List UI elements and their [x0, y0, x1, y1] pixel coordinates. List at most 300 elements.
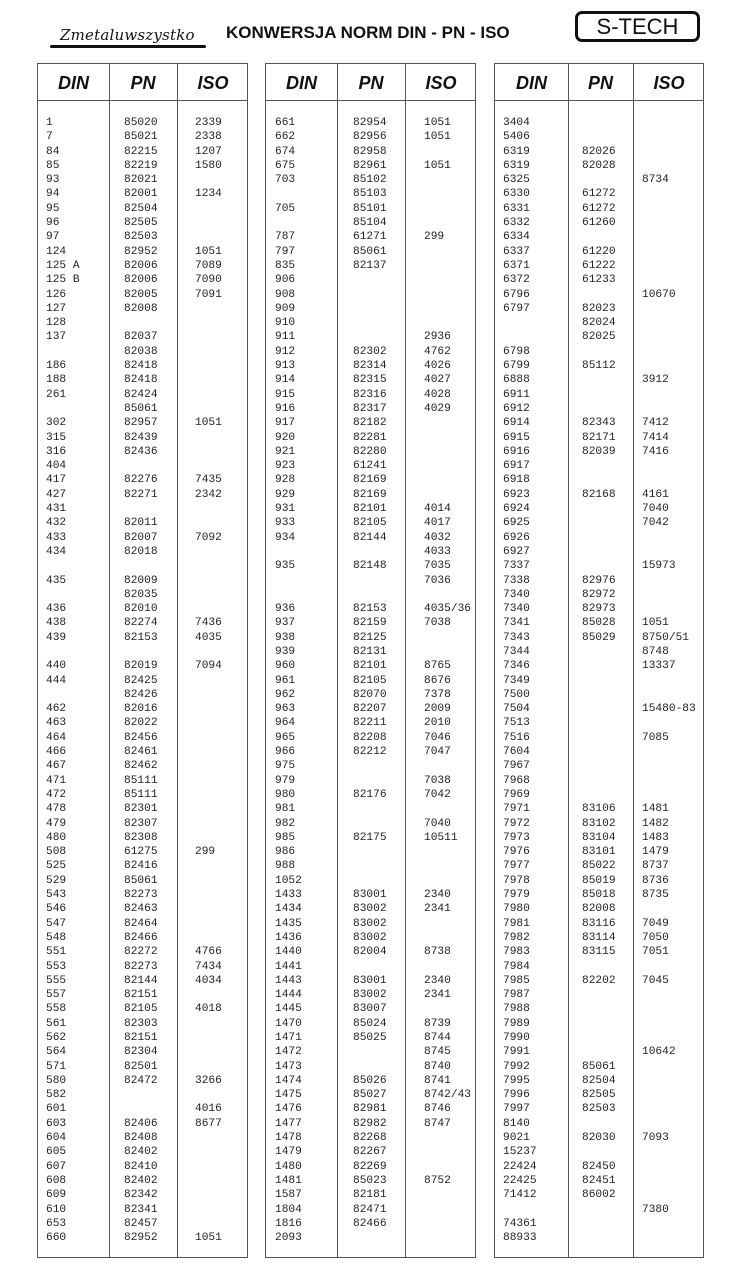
cell-pn: 82464 [124, 917, 158, 930]
cell-iso: 7090 [195, 274, 222, 287]
cell-din: 464 [46, 731, 67, 744]
cell-pn: 82504 [124, 202, 158, 215]
cell-din: 94 [46, 188, 60, 201]
cell-pn: 82952 [124, 1232, 158, 1245]
cell-din: 434 [46, 545, 67, 558]
table-row [495, 116, 703, 130]
cell-pn: 85029 [582, 631, 616, 644]
cell-din: 7344 [503, 645, 530, 658]
table-row [38, 388, 247, 402]
cell-din: 571 [46, 1060, 67, 1073]
cell-din: 7997 [503, 1103, 530, 1116]
table-row [495, 1203, 703, 1217]
cell-din: 6911 [503, 388, 530, 401]
table-row [495, 716, 703, 730]
cell-iso: 8765 [424, 660, 451, 673]
table-row [495, 759, 703, 773]
table-row [38, 731, 247, 745]
cell-din: 1476 [275, 1103, 302, 1116]
cell-pn: 83002 [353, 989, 387, 1002]
cell-pn: 82314 [353, 360, 387, 373]
table-row [495, 674, 703, 688]
cell-din: 1481 [275, 1174, 302, 1187]
cell-din: 7343 [503, 631, 530, 644]
cell-din: 7977 [503, 860, 530, 873]
cell-pn: 83102 [582, 817, 616, 830]
cell-din: 479 [46, 817, 67, 830]
cell-din: 6917 [503, 460, 530, 473]
table-row [266, 845, 475, 859]
cell-iso: 7436 [195, 617, 222, 630]
table-row [38, 545, 247, 559]
cell-pn: 83106 [582, 803, 616, 816]
cell-pn: 82181 [353, 1189, 387, 1202]
cell-iso: 10642 [642, 1046, 676, 1059]
table-row [495, 488, 703, 502]
cell-iso: 4018 [195, 1003, 222, 1016]
cell-din: 675 [275, 159, 296, 172]
cell-din: 85 [46, 159, 60, 172]
cell-iso: 4032 [424, 531, 451, 544]
cell-pn: 82505 [124, 217, 158, 230]
cell-pn: 83104 [582, 831, 616, 844]
table-body [495, 116, 703, 1245]
cell-iso: 8736 [642, 874, 669, 887]
cell-pn: 85111 [124, 774, 158, 787]
cell-iso: 7038 [424, 617, 451, 630]
table-row [495, 402, 703, 416]
cell-din: 7972 [503, 817, 530, 830]
cell-din: 916 [275, 402, 296, 415]
table-row [266, 302, 475, 316]
cell-din: 404 [46, 460, 67, 473]
cell-din: 9021 [503, 1132, 530, 1145]
table-row [495, 688, 703, 702]
cell-pn: 82022 [124, 717, 158, 730]
cell-din: 912 [275, 345, 296, 358]
table-row [38, 488, 247, 502]
cell-pn: 85061 [582, 1060, 616, 1073]
table-row [38, 216, 247, 230]
cell-pn: 61272 [582, 188, 616, 201]
table-row [38, 759, 247, 773]
cell-pn: 82276 [124, 474, 158, 487]
table-row [266, 116, 475, 130]
table-row [495, 1117, 703, 1131]
cell-pn: 82315 [353, 374, 387, 387]
cell-pn: 82268 [353, 1132, 387, 1145]
table-row [266, 273, 475, 287]
cell-din: 7 [46, 131, 53, 144]
cell-pn: 82125 [353, 631, 387, 644]
cell-iso: 8750/51 [642, 631, 689, 644]
table-row [495, 988, 703, 1002]
cell-pn: 85019 [582, 874, 616, 887]
cell-din: 125 B [46, 274, 80, 287]
cell-iso: 2341 [424, 989, 451, 1002]
cell-pn: 82035 [124, 588, 158, 601]
cell-iso: 8752 [424, 1174, 451, 1187]
cell-iso: 7045 [642, 974, 669, 987]
cell-iso: 2338 [195, 131, 222, 144]
table-row [38, 659, 247, 673]
table-row [38, 316, 247, 330]
table-row [38, 574, 247, 588]
table-body [38, 116, 247, 1245]
table-row [495, 431, 703, 445]
cell-din: 7967 [503, 760, 530, 773]
cell-iso: 8745 [424, 1046, 451, 1059]
table-row [495, 130, 703, 144]
table-row [266, 616, 475, 630]
cell-iso: 15480-83 [642, 703, 696, 716]
cell-pn: 61275 [124, 846, 158, 859]
cell-din: 6924 [503, 503, 530, 516]
cell-din: 557 [46, 989, 67, 1002]
cell-din: 2093 [275, 1232, 302, 1245]
column-header-din: DIN [58, 73, 89, 93]
table-row [38, 245, 247, 259]
cell-pn: 83001 [353, 974, 387, 987]
cell-din: 7981 [503, 917, 530, 930]
cell-din: 543 [46, 889, 67, 902]
cell-din: 417 [46, 474, 67, 487]
brand-badge: S-TECH [575, 11, 700, 42]
column-header-iso: ISO [653, 73, 685, 93]
cell-iso: 4028 [424, 388, 451, 401]
cell-din: 315 [46, 431, 67, 444]
table-row [266, 859, 475, 873]
table-row [38, 1145, 247, 1159]
table-row [38, 302, 247, 316]
cell-iso: 3266 [195, 1074, 222, 1087]
cell-din: 6797 [503, 302, 530, 315]
table-row [266, 788, 475, 802]
cell-pn: 82466 [353, 1217, 387, 1230]
cell-pn: 82011 [124, 517, 158, 530]
table-row [38, 288, 247, 302]
cell-din: 660 [46, 1232, 67, 1245]
cell-pn: 82101 [353, 660, 387, 673]
cell-din: 935 [275, 560, 296, 573]
cell-din: 7996 [503, 1089, 530, 1102]
table-row [266, 502, 475, 516]
table-row [266, 1188, 475, 1202]
cell-iso: 8739 [424, 1017, 451, 1030]
cell-din: 467 [46, 760, 67, 773]
cell-din: 444 [46, 674, 67, 687]
cell-pn: 61272 [582, 202, 616, 215]
cell-din: 929 [275, 488, 296, 501]
table-row [266, 945, 475, 959]
table-row [266, 130, 475, 144]
table-row [495, 1174, 703, 1188]
cell-pn: 82009 [124, 574, 158, 587]
cell-pn: 82019 [124, 660, 158, 673]
cell-pn: 82425 [124, 674, 158, 687]
column-header-pn: PN [130, 73, 156, 93]
cell-din: 480 [46, 831, 67, 844]
cell-iso: 2342 [195, 488, 222, 501]
table-row [495, 459, 703, 473]
table-row [495, 330, 703, 344]
conversion-table [37, 63, 248, 1258]
table-row [495, 388, 703, 402]
table-row [266, 316, 475, 330]
cell-iso: 4026 [424, 360, 451, 373]
table-row [266, 1145, 475, 1159]
cell-pn: 82137 [353, 259, 387, 272]
table-row [38, 1160, 247, 1174]
cell-pn: 61222 [582, 259, 616, 272]
cell-pn: 82957 [124, 417, 158, 430]
cell-din: 1433 [275, 889, 302, 902]
cell-din: 95 [46, 202, 60, 215]
cell-din: 7504 [503, 703, 530, 716]
cell-din: 471 [46, 774, 67, 787]
cell-iso: 1207 [195, 145, 222, 158]
table-row [266, 516, 475, 530]
cell-pn: 82456 [124, 731, 158, 744]
cell-iso: 10670 [642, 288, 676, 301]
cell-pn: 82272 [124, 946, 158, 959]
cell-din: 7337 [503, 560, 530, 573]
cell-pn: 82105 [353, 674, 387, 687]
cell-pn: 82343 [582, 417, 616, 430]
cell-pn: 61233 [582, 274, 616, 287]
cell-pn: 82131 [353, 645, 387, 658]
cell-pn: 82159 [353, 617, 387, 630]
cell-din: 7987 [503, 989, 530, 1002]
cell-pn: 82462 [124, 760, 158, 773]
cell-din: 937 [275, 617, 296, 630]
cell-din: 126 [46, 288, 67, 301]
cell-pn: 82976 [582, 574, 616, 587]
cell-din: 674 [275, 145, 296, 158]
cell-pn: 82973 [582, 603, 616, 616]
cell-pn: 82153 [353, 603, 387, 616]
cell-iso: 8742/43 [424, 1089, 471, 1102]
cell-din: 561 [46, 1017, 67, 1030]
cell-din: 7982 [503, 931, 530, 944]
cell-pn: 82424 [124, 388, 158, 401]
table-row [38, 1074, 247, 1088]
cell-din: 438 [46, 617, 67, 630]
cell-pn: 82030 [582, 1132, 616, 1145]
cell-din: 964 [275, 717, 296, 730]
cell-iso: 1051 [195, 1232, 222, 1245]
table-row [38, 960, 247, 974]
cell-iso: 7042 [642, 517, 669, 530]
cell-pn: 82316 [353, 388, 387, 401]
cell-iso: 1580 [195, 159, 222, 172]
table-row [38, 416, 247, 430]
cell-din: 127 [46, 302, 67, 315]
cell-din: 787 [275, 231, 296, 244]
table-row [266, 1017, 475, 1031]
column-header-iso: ISO [425, 73, 457, 93]
cell-din: 1435 [275, 917, 302, 930]
table-row [495, 802, 703, 816]
table-row [266, 388, 475, 402]
cell-din: 7968 [503, 774, 530, 787]
cell-iso: 8740 [424, 1060, 451, 1073]
table-row [266, 1060, 475, 1074]
cell-din: 6319 [503, 159, 530, 172]
table-row [266, 545, 475, 559]
cell-iso: 1481 [642, 803, 669, 816]
table-row [38, 874, 247, 888]
cell-din: 7992 [503, 1060, 530, 1073]
cell-din: 5406 [503, 131, 530, 144]
header-divider [38, 100, 247, 101]
cell-pn: 82004 [353, 946, 387, 959]
table-row [495, 659, 703, 673]
table-row [38, 173, 247, 187]
cell-din: 125 A [46, 259, 80, 272]
cell-din: 478 [46, 803, 67, 816]
cell-pn: 83115 [582, 946, 616, 959]
table-row [38, 702, 247, 716]
cell-iso: 4014 [424, 503, 451, 516]
cell-pn: 82207 [353, 703, 387, 716]
table-row [266, 288, 475, 302]
table-row [495, 616, 703, 630]
table-row [495, 216, 703, 230]
table-row [266, 602, 475, 616]
cell-pn: 83002 [353, 931, 387, 944]
cell-pn: 85061 [124, 874, 158, 887]
cell-din: 186 [46, 360, 67, 373]
table-row [495, 917, 703, 931]
cell-iso: 1483 [642, 831, 669, 844]
table-row [495, 187, 703, 201]
cell-iso: 1234 [195, 188, 222, 201]
table-row [266, 931, 475, 945]
table-row [495, 1031, 703, 1045]
cell-pn: 85023 [353, 1174, 387, 1187]
table-row [266, 1102, 475, 1116]
cell-pn: 82273 [124, 960, 158, 973]
cell-pn: 82023 [582, 302, 616, 315]
cell-din: 7971 [503, 803, 530, 816]
page-title: KONWERSJA NORM DIN - PN - ISO [226, 23, 510, 42]
cell-din: 529 [46, 874, 67, 887]
cell-pn: 82039 [582, 445, 616, 458]
cell-pn: 82503 [582, 1103, 616, 1116]
cell-din: 938 [275, 631, 296, 644]
cell-iso: 8735 [642, 889, 669, 902]
cell-pn: 82303 [124, 1017, 158, 1030]
table-row [38, 831, 247, 845]
table-row [495, 1231, 703, 1245]
cell-pn: 82038 [124, 345, 158, 358]
table-row [495, 1188, 703, 1202]
cell-din: 553 [46, 960, 67, 973]
cell-din: 7340 [503, 603, 530, 616]
table-row [38, 145, 247, 159]
cell-din: 6915 [503, 431, 530, 444]
cell-iso: 4017 [424, 517, 451, 530]
table-row [38, 974, 247, 988]
table-row [266, 145, 475, 159]
cell-pn: 82972 [582, 588, 616, 601]
logo [50, 24, 208, 50]
cell-din: 1434 [275, 903, 302, 916]
cell-iso: 7050 [642, 931, 669, 944]
table-row [266, 445, 475, 459]
cell-pn: 82028 [582, 159, 616, 172]
cell-din: 605 [46, 1146, 67, 1159]
cell-iso: 8734 [642, 174, 669, 187]
cell-pn: 82008 [582, 903, 616, 916]
cell-pn: 83002 [353, 903, 387, 916]
cell-pn: 85026 [353, 1074, 387, 1087]
cell-din: 6914 [503, 417, 530, 430]
conversion-table [494, 63, 704, 1258]
cell-iso: 2010 [424, 717, 451, 730]
cell-pn: 82182 [353, 417, 387, 430]
table-row [266, 774, 475, 788]
cell-pn: 82503 [124, 231, 158, 244]
cell-pn: 82219 [124, 159, 158, 172]
cell-din: 603 [46, 1117, 67, 1130]
table-row [266, 902, 475, 916]
cell-pn: 82016 [124, 703, 158, 716]
cell-din: 982 [275, 817, 296, 830]
table-row [38, 502, 247, 516]
cell-iso: 7038 [424, 774, 451, 787]
table-row [38, 345, 247, 359]
cell-pn: 82208 [353, 731, 387, 744]
cell-din: 1444 [275, 989, 302, 1002]
cell-din: 7969 [503, 788, 530, 801]
table-row [495, 502, 703, 516]
table-row [38, 402, 247, 416]
table-row [266, 888, 475, 902]
cell-din: 462 [46, 703, 67, 716]
table-row [266, 802, 475, 816]
cell-iso: 2009 [424, 703, 451, 716]
cell-iso: 7047 [424, 746, 451, 759]
cell-pn: 82202 [582, 974, 616, 987]
cell-din: 965 [275, 731, 296, 744]
cell-din: 933 [275, 517, 296, 530]
table-row [266, 588, 475, 602]
cell-din: 1479 [275, 1146, 302, 1159]
table-row [38, 1060, 247, 1074]
table-row [266, 1174, 475, 1188]
cell-iso: 4161 [642, 488, 669, 501]
cell-din: 558 [46, 1003, 67, 1016]
table-row [38, 330, 247, 344]
cell-din: 555 [46, 974, 67, 987]
cell-iso: 299 [424, 231, 445, 244]
cell-iso: 7040 [424, 817, 451, 830]
cell-pn: 82151 [124, 1032, 158, 1044]
cell-pn: 86002 [582, 1189, 616, 1202]
cell-iso: 2936 [424, 331, 451, 344]
cell-pn: 82466 [124, 931, 158, 944]
cell-din: 981 [275, 803, 296, 816]
cell-iso: 4766 [195, 946, 222, 959]
cell-din: 604 [46, 1132, 67, 1145]
table-row [38, 917, 247, 931]
table-row [266, 831, 475, 845]
table-row [495, 531, 703, 545]
cell-din: 923 [275, 460, 296, 473]
table-row [38, 817, 247, 831]
